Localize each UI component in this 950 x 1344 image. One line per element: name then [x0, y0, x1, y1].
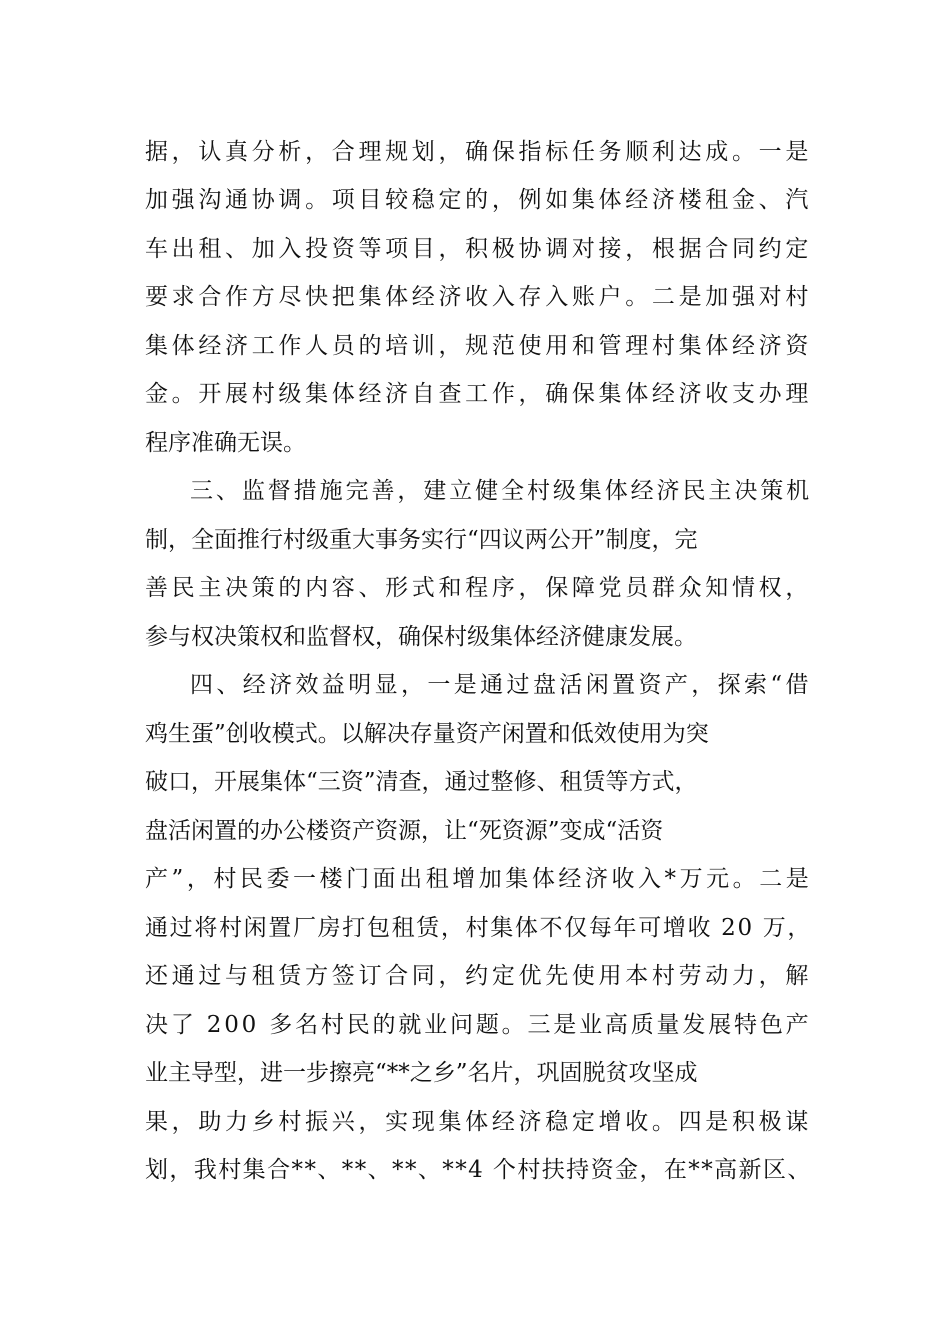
paragraph-4-first-line: 四、经济效益明显，一是通过盘活闲置资产，探索“借: [190, 672, 812, 698]
text-line-6: 金。开展村级集体经济自查工作，确保集体经济收支办理: [145, 381, 812, 407]
text-line-17: 通过将村闲置厂房打包租赁，村集体不仅每年可增收 20 万，: [145, 915, 813, 941]
text-line-10: 善民主决策的内容、形式和程序，保障党员群众知情权，: [145, 575, 812, 601]
text-line-18: 还通过与租赁方签订合同，约定优先使用本村劳动力，解: [145, 963, 812, 989]
text-line-16: 产”，村民委一楼门面出租增加集体经济收入*万元。二是: [145, 866, 813, 892]
text-line-4: 要求合作方尽快把集体经济收入存入账户。二是加强对村: [145, 284, 812, 310]
text-line-21: 果，助力乡村振兴，实现集体经济稳定增收。四是积极谋: [145, 1109, 812, 1135]
text-line-13: 鸡生蛋”创收模式。以解决存量资产闲置和低效使用为突: [145, 721, 709, 747]
text-line-1: 据，认真分析，合理规划，确保指标任务顺利达成。一是: [145, 139, 812, 165]
text-line-19: 决了 200 多名村民的就业问题。三是业高质量发展特色产: [145, 1012, 812, 1038]
text-line-3: 车出租、加入投资等项目，积极协调对接，根据合同约定: [145, 236, 812, 262]
text-line-9: 制，全面推行村级重大事务实行“四议两公开”制度，完: [145, 527, 698, 553]
text-line-15: 盘活闲置的办公楼资产资源，让“死资源”变成“活资: [145, 818, 664, 844]
text-line-14: 破口，开展集体“三资”清查，通过整修、租赁等方式，: [145, 769, 698, 795]
paragraph-3-first-line: 三、监督措施完善，建立健全村级集体经济民主决策机: [190, 478, 813, 504]
text-line-22: 划，我村集合**、**、**、**4 个村扶持资金，在**高新区、: [145, 1157, 812, 1183]
text-line-7: 程序准确无误。: [145, 430, 306, 456]
text-line-2: 加强沟通协调。项目较稳定的，例如集体经济楼租金、汽: [145, 187, 812, 213]
text-line-20: 业主导型，进一步擦亮“**之乡”名片，巩固脱贫攻坚成: [145, 1060, 698, 1086]
text-line-5: 集体经济工作人员的培训，规范使用和管理村集体经济资: [145, 333, 812, 359]
text-line-11: 参与权决策权和监督权，确保村级集体经济健康发展。: [145, 624, 697, 650]
